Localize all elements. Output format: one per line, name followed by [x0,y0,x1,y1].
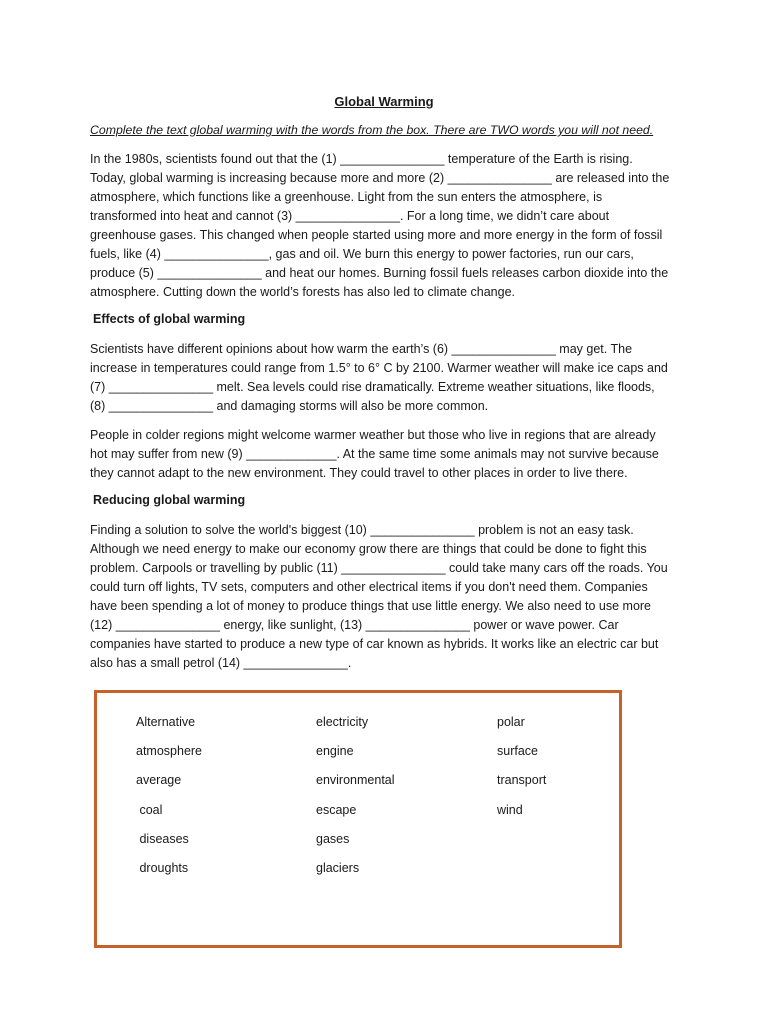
intro-paragraph [90,150,678,302]
text-line: (7) _______________ melt. Sea levels could rise dramatically. Extreme weather situations, like floods, [90,380,655,394]
text-line: companies have started to produce a new type of car known as hybrids. It works like an electric car but [90,637,659,651]
text-line: they cannot adapt to the new environment. They could travel to other places in order to live there. [90,466,628,480]
effects-heading: Effects of global warming [93,312,246,326]
word-box [94,690,622,948]
text-line: Today, global warming is increasing because more and more (2) _______________ are released into the [90,171,670,185]
word-item: glaciers [316,860,360,875]
word-column-1 [136,713,202,888]
text-line: Scientists have different opinions about how warm the earth’s (6) _______________ may get. The [90,342,633,356]
text-line: transformed into heat and cannot (3) _______________. For a long time, we didn’t care about [90,209,610,223]
word-item: escape [316,802,357,817]
text-line: also has a small petrol (14) _______________. [90,656,352,670]
text-line: Although we need energy to make our economy grow there are things that could be done to fight this [90,542,647,556]
word-column-2 [316,713,395,888]
text-line: problem. Carpools or travelling by public (11) _______________ could take many cars off the roads. You [90,561,668,575]
text-line: have been spending a lot of money to produce things that use little energy. We also need to use more [90,599,652,613]
word-item: atmosphere [136,744,203,759]
colder-regions-paragraph [90,426,678,483]
word-item: engine [316,744,354,759]
word-item: coal [136,802,163,817]
word-item: wind [497,802,523,817]
text-line: atmosphere. Cutting down the world’s forests has also led to climate change. [90,285,515,299]
text-line: produce (5) _______________ and heat our homes. Burning fossil fuels releases carbon dioxide into the [90,266,669,280]
text-line: People in colder regions might welcome warmer weather but those who live in regions that are already [90,428,656,442]
text-line: Finding a solution to solve the world's biggest (10) _______________ problem is not an easy task. [90,523,634,537]
word-item: surface [497,744,538,759]
text-line: could turn off lights, TV sets, computers and other electrical items if you don't need them. Companies [90,580,648,594]
text-line: In the 1980s, scientists found out that the (1) _______________ temperature of the Earth is rising. [90,152,633,166]
text-line: fuels, like (4) _______________, gas and oil. We burn this energy to power factories, run our cars, [90,247,634,261]
word-item: environmental [316,773,395,788]
word-item: average [136,773,182,788]
text-line: (8) _______________ and damaging storms will also be more common. [90,399,489,413]
reducing-heading: Reducing global warming [93,493,246,507]
reducing-paragraph [90,521,678,673]
word-item: gases [316,831,350,846]
word-item: electricity [316,715,369,729]
word-item: transport [497,773,547,788]
word-item: Alternative [136,715,196,729]
text-line: greenhouse gases. This changed when people started using more and more energy in the form of fossil [90,228,663,242]
word-item: diseases [136,831,189,846]
text-line: (12) _______________ energy, like sunlight, (13) _______________ power or wave power. Car [90,618,619,632]
word-item: droughts [136,860,189,875]
text-line: increase in temperatures could range from 1.5° to 6° C by 2100. Warmer weather will make ice caps and [90,361,668,375]
word-item: polar [497,715,525,729]
word-column-3 [497,713,546,830]
text-line: hot may suffer from new (9) _____________. At the same time some animals may not survive because [90,447,659,461]
page-title: Global Warming [334,94,434,109]
effects-paragraph [90,340,678,416]
text-line: atmosphere, which functions like a greenhouse. Light from the sun enters the atmosphere, is [90,190,603,204]
instructions: Complete the text global warming with the words from the box. There are TWO words you will not need. [90,123,654,137]
